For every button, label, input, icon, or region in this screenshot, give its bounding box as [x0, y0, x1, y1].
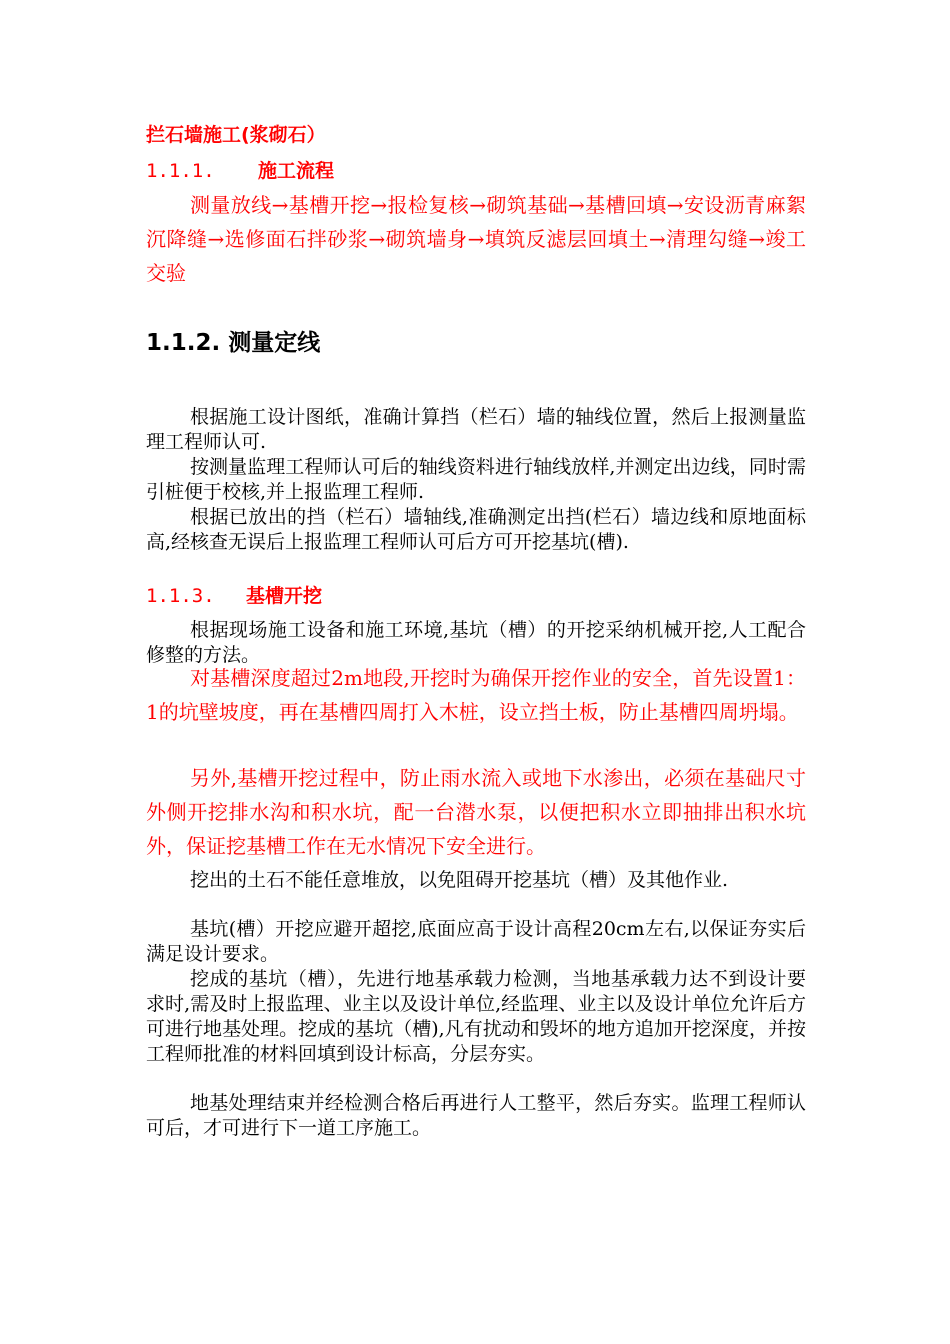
paragraph: 根据已放出的挡（栏石）墙轴线,准确测定出挡(栏石）墙边线和原地面标高,经核查无误后上报监理工程师认可后方可开挖基坑(槽). [146, 506, 806, 553]
paragraph: 根据现场施工设备和施工环境,基坑（槽）的开挖采纳机械开挖,人工配合修整的方法。 [146, 619, 806, 666]
paragraph-red: 对基槽深度超过2m地段,开挖时为确保开挖作业的安全，首先设置1：1的坑壁坡度，再在基槽四周打入木桩，设立挡土板，防止基槽四周坍塌。 [146, 666, 806, 724]
paragraph: 挖成的基坑（槽），先进行地基承载力检测，当地基承载力达不到设计要求时,需及时上报监理、业主以及设计单位,经监理、业主以及设计单位允许后方可进行地基处理。挖成的基坑（槽),凡有扰动和毁坏的地方追加开挖深度，并按工程师批准的材料回填到设计标高，分层夯实。 [146, 968, 806, 1065]
paragraph: 按测量监理工程师认可后的轴线资料进行轴线放样,并测定出边线，同时需引桩便于校核,并上报监理工程师. [146, 456, 806, 503]
heading-text: 施工流程 [258, 160, 335, 182]
paragraph: 基坑(槽）开挖应避开超挖,底面应高于设计高程20cm左右,以保证夯实后满足设计要求。 [146, 918, 806, 965]
heading-text: 基槽开挖 [246, 585, 323, 607]
paragraph-red: 另外,基槽开挖过程中，防止雨水流入或地下水渗出，必须在基础尺寸外侧开挖排水沟和积水坑，配一台潜水泵，以便把积水立即抽排出积水坑外，保证挖基槽工作在无水情况下安全进行。 [146, 766, 806, 858]
heading-number: 1.1.3. [146, 585, 215, 607]
heading-1-1-2: 1.1.2. 测量定线 [146, 330, 321, 356]
paragraph-process-flow: 测量放线→基槽开挖→报检复核→砌筑基础→基槽回填→安设沥青麻絮沉降缝→选修面石拌砂浆→砌筑墙身→填筑反滤层回填土→清理勾缝→竣工交验 [146, 193, 806, 285]
heading-1-1-1 [146, 156, 334, 183]
paragraph: 挖出的土石不能任意堆放，以免阻碍开挖基坑（槽）及其他作业. [190, 869, 729, 891]
heading-number: 1.1.1. [146, 160, 215, 182]
paragraph: 地基处理结束并经检测合格后再进行人工整平，然后夯实。监理工程师认可后，才可进行下一道工序施工。 [146, 1092, 806, 1139]
paragraph: 根据施工设计图纸，准确计算挡（栏石）墙的轴线位置，然后上报测量监理工程师认可. [146, 406, 806, 453]
heading-1-1-3 [146, 581, 322, 608]
section-title: 拦石墙施工(浆砌石） [146, 124, 326, 146]
